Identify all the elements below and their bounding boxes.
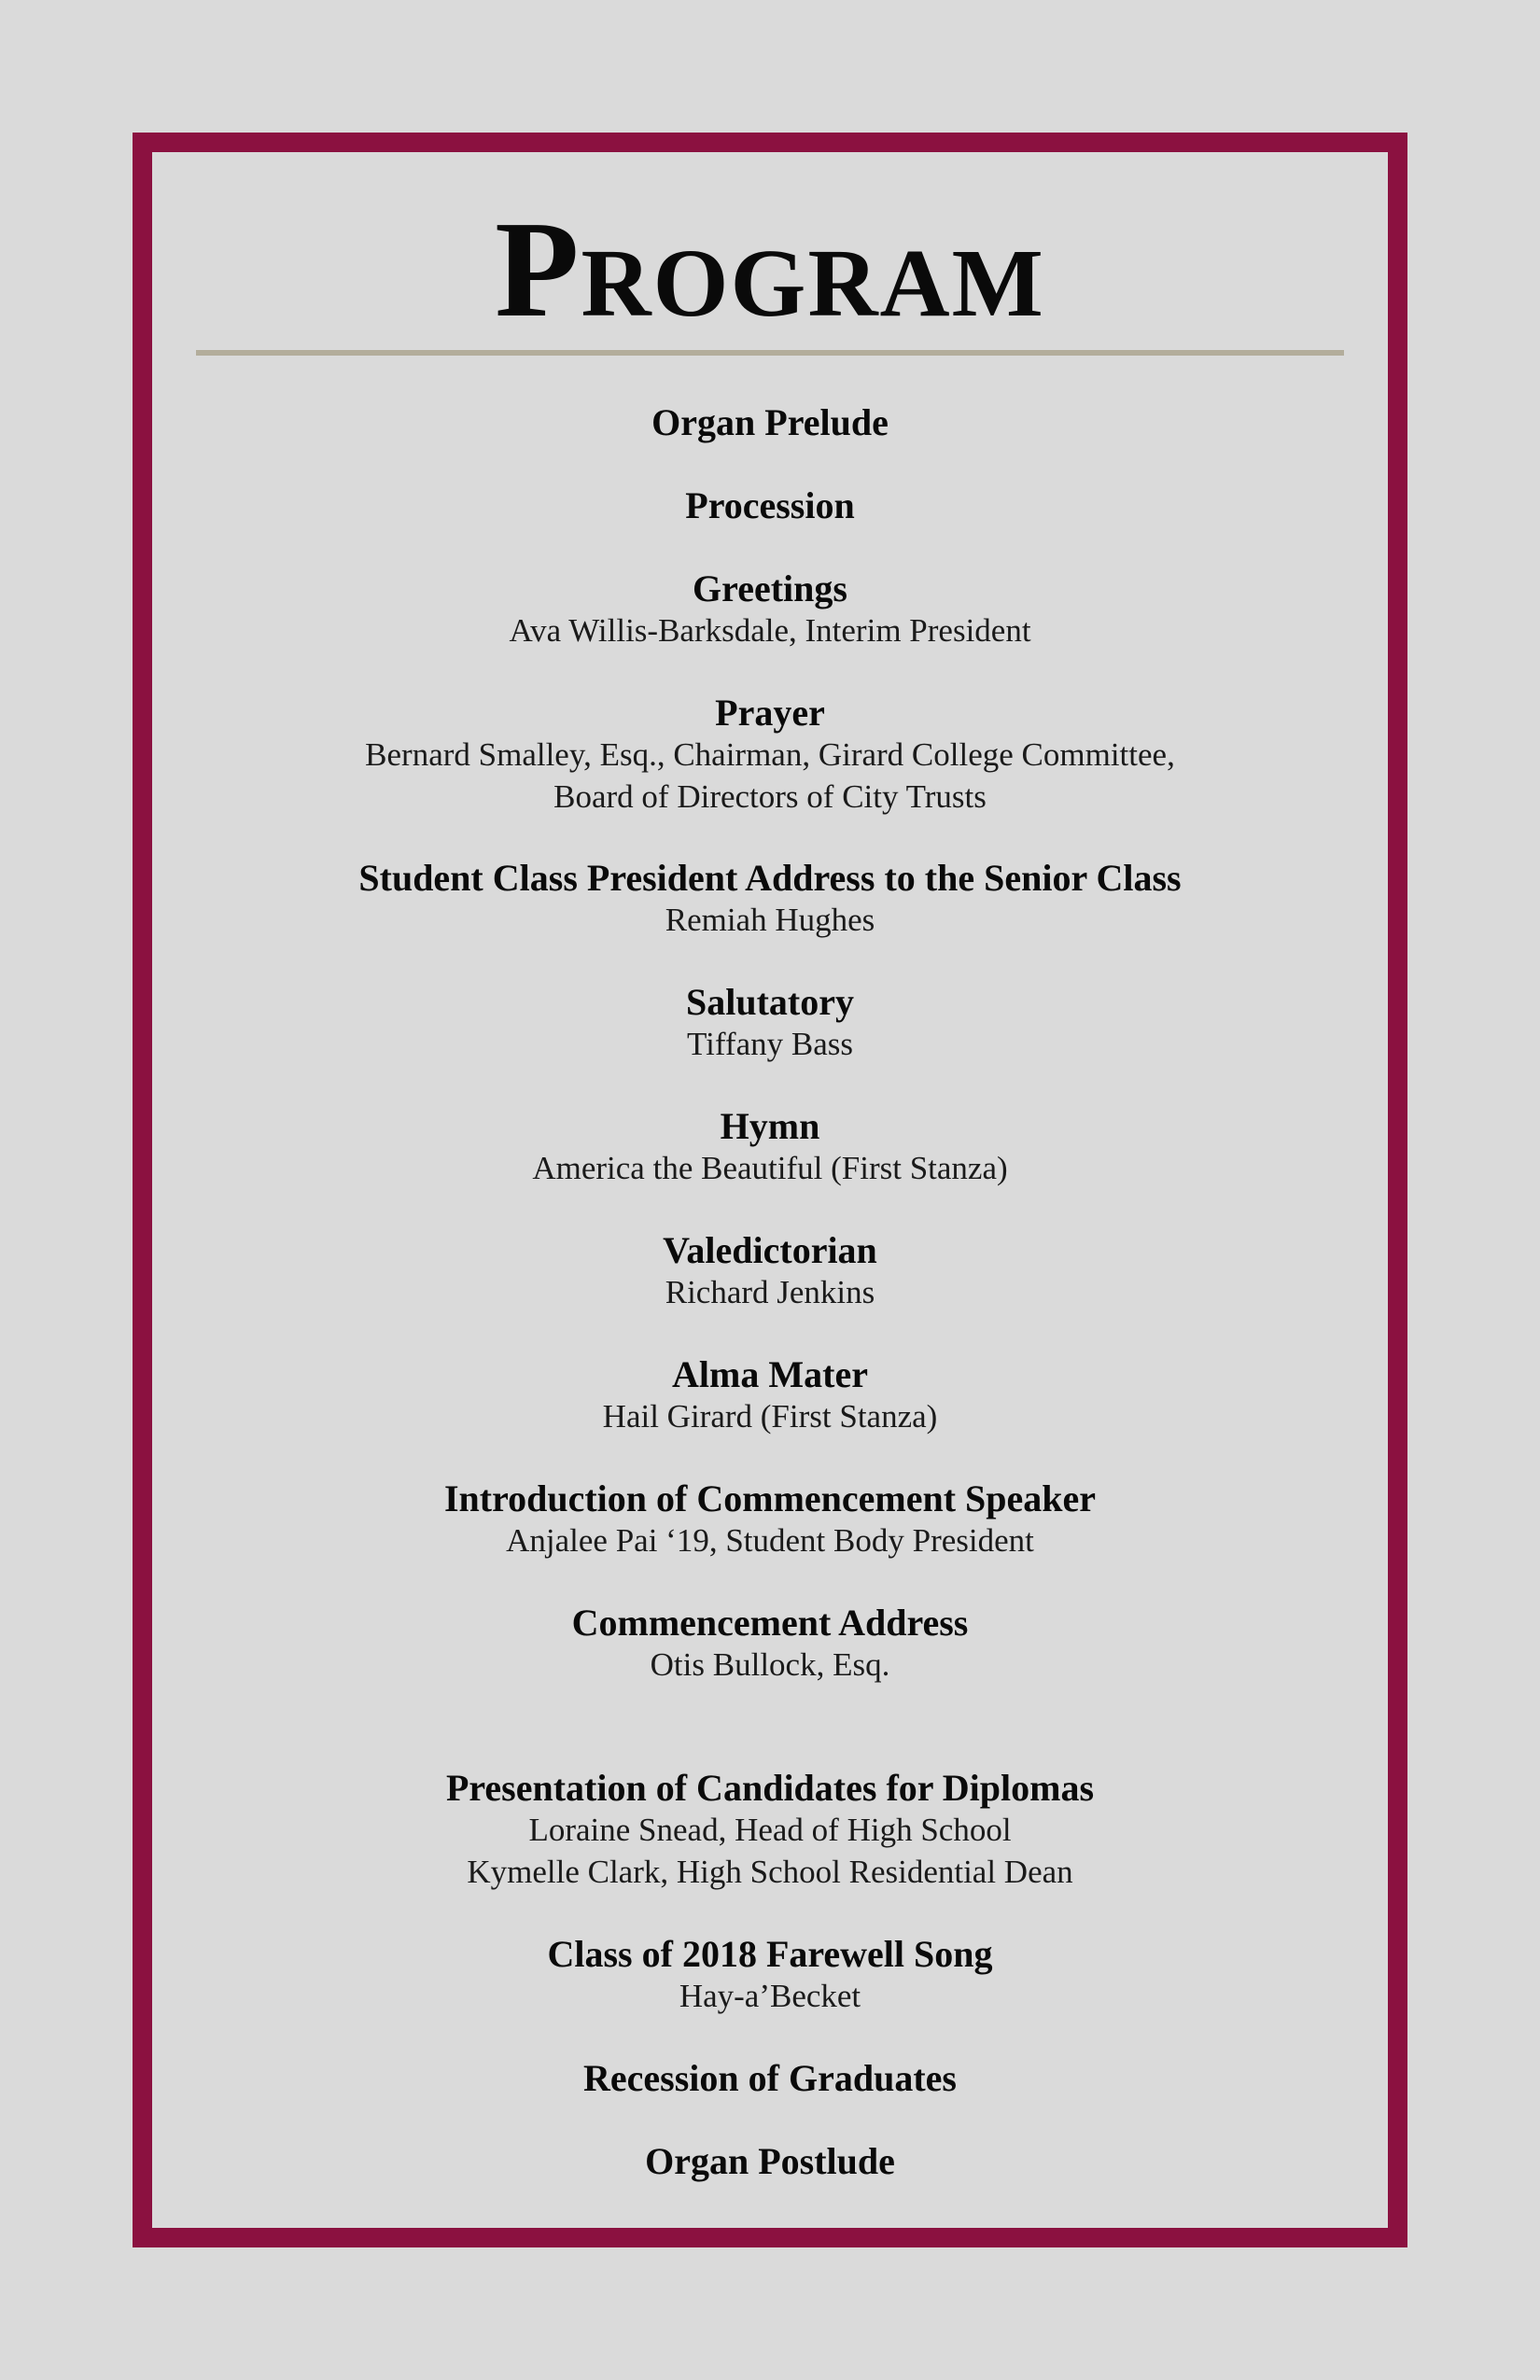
program-item-heading: Hymn xyxy=(720,1105,820,1147)
program-item-detail: Board of Directors of City Trusts xyxy=(553,778,987,815)
program-item xyxy=(0,1933,1540,2017)
title-divider xyxy=(196,350,1344,356)
program-item xyxy=(0,1767,1540,1893)
program-item-heading: Organ Prelude xyxy=(651,401,889,443)
program-item-detail: Anjalee Pai ‘19, Student Body President xyxy=(506,1522,1034,1559)
program-item-detail: Hail Girard (First Stanza) xyxy=(602,1398,938,1435)
program-item-detail: America the Beautiful (First Stanza) xyxy=(532,1150,1008,1186)
program-item xyxy=(0,1229,1540,1313)
program-item-heading: Organ Postlude xyxy=(645,2140,895,2182)
program-item-heading: Procession xyxy=(685,484,855,526)
program-item-heading: Salutatory xyxy=(686,981,854,1023)
program-item xyxy=(0,1602,1540,1686)
program-item xyxy=(0,567,1540,651)
program-item-detail: Remiah Hughes xyxy=(665,902,875,938)
program-item-detail: Richard Jenkins xyxy=(665,1274,875,1310)
program-item xyxy=(0,484,1540,526)
program-item-heading: Prayer xyxy=(715,692,825,734)
program-item-heading: Greetings xyxy=(693,567,847,609)
program-item-heading: Alma Mater xyxy=(672,1353,868,1395)
page-border xyxy=(133,133,1407,2247)
program-item xyxy=(0,692,1540,818)
program-item-detail: Loraine Snead, Head of High School xyxy=(528,1812,1012,1848)
program-item-detail: Otis Bullock, Esq. xyxy=(650,1646,890,1683)
program-item xyxy=(0,1477,1540,1561)
program-item xyxy=(0,2057,1540,2099)
program-item xyxy=(0,981,1540,1065)
program-item-detail: Tiffany Bass xyxy=(687,1026,853,1062)
program-item-heading: Student Class President Address to the Senior Class xyxy=(358,857,1182,899)
program-item-heading: Introduction of Commencement Speaker xyxy=(443,1477,1097,1519)
program-item xyxy=(0,1105,1540,1189)
program-item xyxy=(0,401,1540,443)
program-item xyxy=(0,2140,1540,2182)
program-item xyxy=(0,857,1540,941)
program-item-detail: Kymelle Clark, High School Residential Dean xyxy=(467,1854,1073,1890)
program-item xyxy=(0,1353,1540,1437)
program-item-detail: Ava Willis-Barksdale, Interim President xyxy=(509,612,1031,649)
program-item-detail: Bernard Smalley, Esq., Chairman, Girard College Committee, xyxy=(365,736,1175,773)
page-title: Program xyxy=(495,193,1045,346)
program-item-heading: Commencement Address xyxy=(571,1602,969,1644)
program-item-heading: Valedictorian xyxy=(663,1229,877,1271)
program-item-heading: Recession of Graduates xyxy=(583,2057,957,2099)
program-item-detail: Hay-a’Becket xyxy=(679,1978,861,2014)
program-item-heading: Class of 2018 Farewell Song xyxy=(547,1933,993,1975)
program-item-heading: Presentation of Candidates for Diplomas xyxy=(445,1767,1095,1809)
